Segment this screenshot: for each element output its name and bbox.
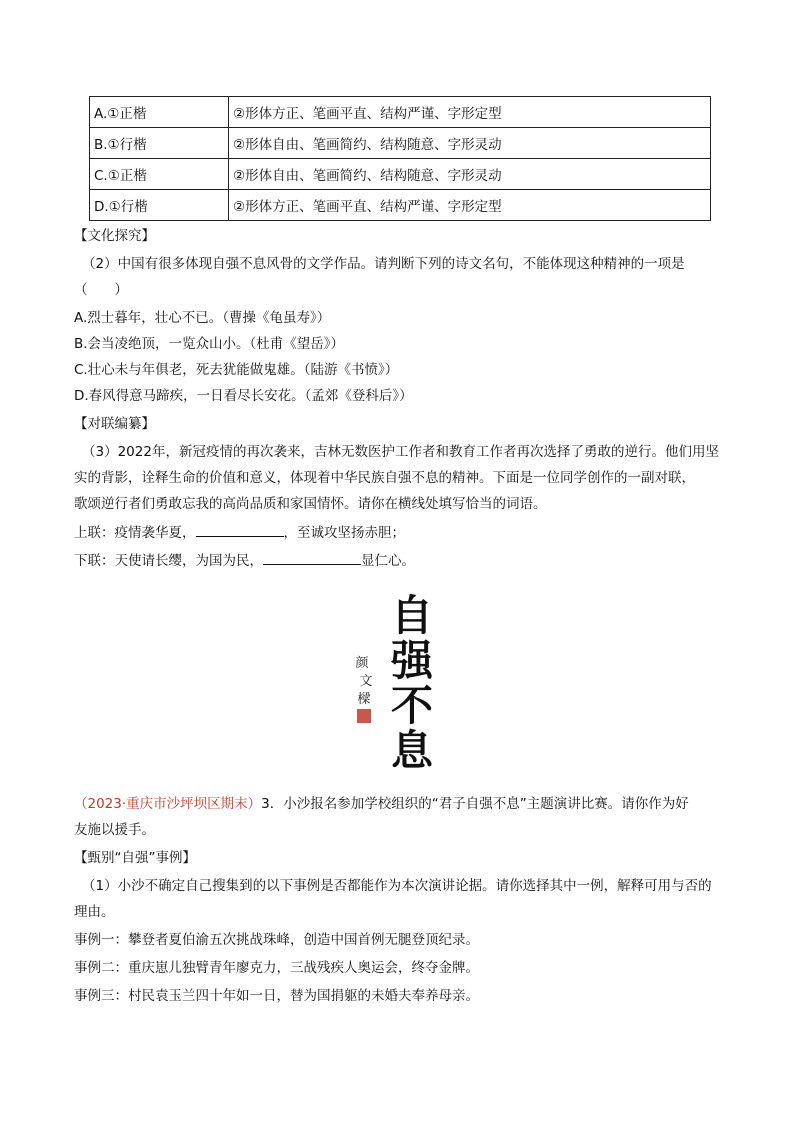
q2-stem: （2）中国有很多体现自强不息风骨的文学作品。请判断下列的诗文名句，不能体现这种精神的一项是: [82, 256, 685, 272]
table-row: [90, 159, 711, 190]
seal-stamp: [357, 709, 371, 723]
calligraphy-char: 息: [390, 726, 434, 775]
q2-option-a: A.烈士暮年，壮心不已。（曹操《龟虽寿》）: [74, 310, 331, 326]
option-label: C.①正楷: [90, 159, 229, 190]
couplet-upper-prefix: 上联：疫情袭华夏，: [74, 525, 196, 541]
couplet-lower-suffix: 显仁心。: [361, 553, 415, 569]
example-item: 事例二：重庆崽儿独臂青年廖克力，三战残疾人奥运会，终夺金牌。: [74, 960, 479, 976]
signature-char: 樑: [357, 692, 371, 707]
section-heading-identify: 【甄别“自强”事例】: [74, 850, 196, 866]
option-desc: ②形体方正、笔画平直、结构严谨、字形定型: [229, 190, 711, 221]
calligraphy-char: 不: [390, 681, 434, 730]
upper-blank-field[interactable]: [196, 522, 284, 537]
q2-option-c: C.壮心未与年俱老，死去犹能做鬼雄。（陆游《书愤》）: [74, 362, 399, 378]
signature-char: 颜: [355, 656, 369, 671]
q3-text-line2: 实的背影，诠释生命的价值和意义，体现着中华民族自强不息的精神。下面是一位同学创作的一副对联，: [74, 470, 695, 486]
q1-text-line2: 理由。: [74, 904, 115, 920]
option-label: B.①行楷: [90, 128, 229, 159]
couplet-lower-prefix: 下联：天使请长缨，为国为民，: [74, 553, 263, 569]
table-row: [90, 190, 711, 221]
q1-text-line1: （1）小沙不确定自己搜集到的以下事例是否都能作为本次演讲论据。请你选择其中一例，解释可用与否的: [82, 878, 712, 894]
couplet-upper-suffix: ，至诚攻坚扬赤胆；: [283, 525, 405, 541]
q3b-text: 3．小沙报名参加学校组织的“君子自强不息”主题演讲比赛。请你作为好: [261, 796, 689, 812]
q3-text-line1: （3）2022年，新冠疫情的再次袭来，吉林无数医护工作者和教育工作者再次选择了勇敢的逆行。他们用坚: [82, 444, 719, 460]
couplet-upper: [74, 522, 405, 543]
q3b-line1: [74, 794, 689, 814]
calligraphy-char: 自: [390, 591, 434, 640]
couplet-lower: [74, 550, 415, 571]
calligraphy-artwork: [340, 585, 450, 775]
q3-text-line3: 歌颂逆行者们勇敢忘我的高尚品质和家国情怀。请你在横线处填写恰当的词语。: [74, 496, 547, 512]
options-table: [89, 96, 711, 221]
section-heading-couplet: 【对联编纂】: [74, 416, 155, 432]
calligraphy-char: 强: [390, 636, 434, 685]
example-item: 事例三：村民袁玉兰四十年如一日，替为国捐躯的未婚夫奉养母亲。: [74, 988, 479, 1004]
signature-char: 文: [359, 674, 373, 689]
option-label: D.①行楷: [90, 190, 229, 221]
q2-paren: （ ）: [74, 282, 128, 298]
option-desc: ②形体方正、笔画平直、结构严谨、字形定型: [229, 97, 711, 128]
q2-option-b: B.会当凌绝顶，一览众山小。（杜甫《望岳》）: [74, 336, 345, 352]
option-desc: ②形体自由、笔画简约、结构随意、字形灵动: [229, 159, 711, 190]
table-row: [90, 97, 711, 128]
q2-option-d: D.春风得意马蹄疾，一日看尽长安花。（孟郊《登科后》）: [74, 388, 413, 404]
table-row: [90, 128, 711, 159]
q3b-line2: 友施以援手。: [74, 822, 155, 838]
option-desc: ②形体自由、笔画简约、结构随意、字形灵动: [229, 128, 711, 159]
lower-blank-field[interactable]: [263, 550, 361, 565]
example-item: 事例一：攀登者夏伯渝五次挑战珠峰，创造中国首例无腿登顶纪录。: [74, 932, 479, 948]
question-source: （2023·重庆市沙坪坝区期末）: [74, 796, 262, 812]
section-heading-culture: 【文化探究】: [74, 228, 155, 244]
option-label: A.①正楷: [90, 97, 229, 128]
